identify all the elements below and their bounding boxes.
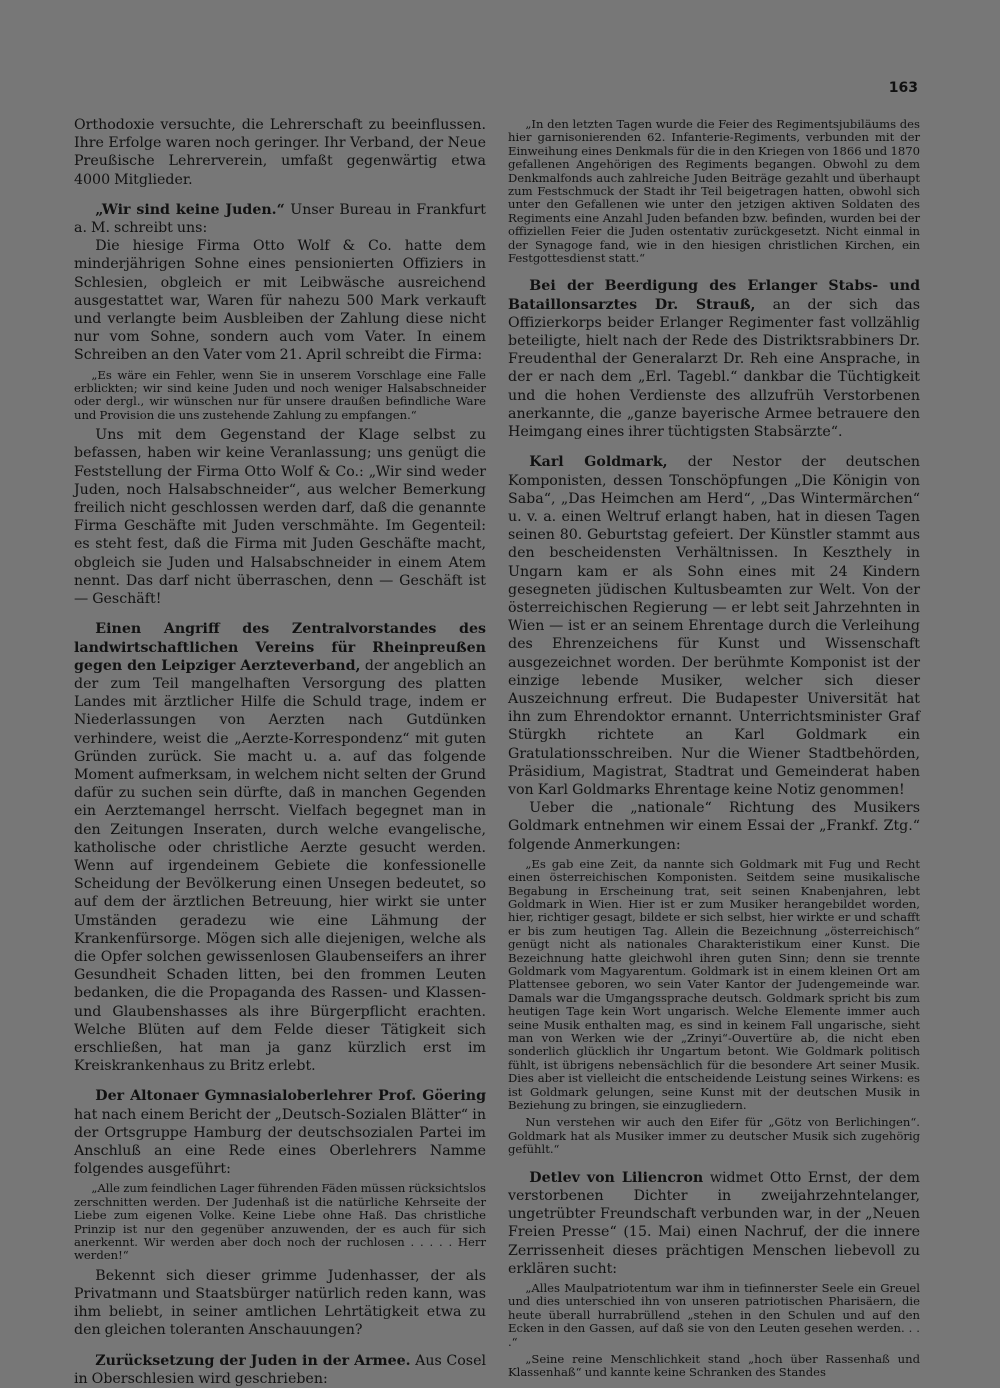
paragraph-nationale-richtung: Ueber die „nationale“ Richtung des Musikers Goldmark entnehmen wir einem Essai der „Frankf. Ztg.“ folgende Anmerkungen:: [508, 800, 920, 853]
paragraph-text: Aus Cosel in Oberschlesien wird geschrieben:: [74, 1352, 487, 1387]
quote-maulpatriotentum: „Alles Maulpatriotentum war ihm in tiefinnerster Seele ein Greuel und dies unterschied ihn von unseren patriotischen Pharisäern, die heute überall hurrabrüllend „stehen in den Schulen und auf den Ecken in den Gassen, auf daß sie von den Leuten gesehen werden. . . .“: [508, 1280, 920, 1349]
page-number: 163: [888, 80, 918, 96]
paragraph-keine-juden: [74, 201, 486, 237]
paragraph-strauss: [508, 277, 920, 441]
paragraph-text: hat nach einem Bericht der „Deutsch-Sozialen Blätter“ in der Ortsgruppe Hamburg der deutschsozialen Partei im Anschluß an eine Rede eines Oberlehrers Namme folgendes ausgeführt:: [74, 1106, 486, 1178]
paragraph-text: an der sich das Offizierkorps beider Erlanger Regimenter fast vollzählig beteiligte, hielt nach der Rede des Distriktsrabbiners Dr. Freudenthal der Generalarzt Dr. Reh eine Ansprache, in der er nach dem „Erl. Tagebl.“ dankbar die Tüchtigkeit und die hohen Verdienste des allzufrüh Verstorbenen anerkannte, die „ganze bayerische Armee betrauere den Heimgang eines ihrer tüchtigsten Stabsärzte“.: [508, 296, 921, 441]
paragraph-goering: [74, 1087, 486, 1178]
paragraph-text: der angeblich an der zum Teil mangelhaften Versorgung des platten Landes mit ärztlicher Hilfe die Schuld trage, indem er Niederlassungen von Aerzten nach Gutdünken verhindere, weist die „Aerzte-Korrespondenz“ mit guten Gründen zurück. Sie macht u. a. auf das folgende Moment aufmerksam, in welchem nicht selten der Grund dafür zu suchen sein dürfte, daß in manchen Gegenden ein Aerztemangel herrscht. Vielfach begegnet man in den Zeitungen Inseraten, durch welche evangelische, katholische oder christliche Aerzte gesucht werden. Wenn auf irgendeinem Gebiete die konfessionelle Scheidung der Bevölkerung einen Unsegen bedeutet, so auf dem der ärztlichen Betreuung, hier wirkt sie unter Umständen geradezu wie eine Lähmung der Krankenfürsorge. Mögen sich alle diejenigen, welche als die Opfer solchen gewissenlosen Glaubenseifers an ihrer Gesundheit Schaden litten, bei den frommen Leuten bedanken, die die Propaganda des Rassen- und Klassen- und Glaubenshasses als ihre Bürgerpflicht erachten. Welche Blüten auf dem Felde dieser Tätigkeit sich erschließen, hat man ja ganz kürzlich erst im Kreiskrankenhaus zu Britz erlebt.: [74, 657, 486, 1075]
right-column: [508, 118, 920, 1384]
paragraph-judenhasser: Bekennt sich dieser grimme Judenhasser, der als Privatmann und Staatsbürger natürlich reden kann, was ihm beliebt, in seiner amtlichen Lehrtätigkeit etwa zu den gleichen toleranten Anschauungen?: [74, 1267, 486, 1339]
paragraph-text: der Nestor der deutschen Komponisten, dessen Tonschöpfungen „Die Königin von Saba“, „Das Heimchen am Herd“, „Das Wintermärchen“ u. v. a. einen Weltruf erlangt haben, hat in diesen Tagen seinen 80. Geburtstag gefeiert. Der Künstler stammt aus den bescheidensten Verhältnissen. In Keszthely in Ungarn kam er als Sohn eines mit 24 Kindern gesegneten jüdischen Kultusbeamten zur Welt. Von der österreichischen Regierung — er lebt seit Jahrzehnten in Wien — ist er an seinem Ehrentage durch die Verleihung des Ehrenzeichens für Kunst und Wissenschaft ausgezeichnet worden. Der berühmte Komponist ist der einzige lebende Musiker, welcher sich dieser Auszeichnung erfreut. Die Budapester Universität hat ihn zum Ehrendoktor ernannt. Unterrichtsminister Graf Stürgkh richtete an Karl Goldmark ein Gratulationsschreiben. Nur die Wiener Stadtbehörden, Präsidium, Magistrat, Stadtrat und Gemeinderat haben von Karl Goldmarks Ehrentage keine Notiz genommen!: [508, 454, 920, 798]
paragraph-orthodoxie: Orthodoxie versuchte, die Lehrerschaft zu beeinflussen. Ihre Erfolge waren noch geringer. Ihr Verband, der Neue Preußische Lehrerverein, umfaßt gegenwärtig etwa 4000 Mitglieder.: [74, 117, 486, 188]
paragraph-geschaeft: Uns mit dem Gegenstand der Klage selbst zu befassen, haben wir keine Veranlassung; uns genügt die Feststellung der Firma Otto Wolf & Co.: „Wir sind weder Juden, noch Halsabschneider“, aus welcher Bemerkung freilich nicht geschlossen werden darf, daß die genannte Firma Geschäfte mit Juden verschmähte. Im Gegenteil: es steht fest, daß die Firma mit Juden Geschäfte macht, obgleich sie Juden und Halsabschneider in einem Atem nennt. Das darf nicht überraschen, denn — Geschäft ist — Geschäft!: [74, 427, 486, 608]
paragraph-text: widmet Otto Ernst, der dem verstorbenen Dichter in zweijahrzehntelanger, ungetrübter Freundschaft verbunden war, in der „Neuen Freien Presse“ (15. Mai) einen Nachruf, der die innere Zerrissenheit dieses prächtigen Menschen liebevoll zu erklären sucht:: [508, 1169, 920, 1277]
quote-menschlichkeit: „Seine reine Menschlichkeit stand „hoch über Rassenhaß und Klassenhaß“ und kannte keine Schranken des Standes: [508, 1351, 920, 1380]
heading-liliencron: Detlev von Liliencron: [529, 1169, 704, 1186]
quote-goering: „Alle zum feindlichen Lager führenden Fäden müssen rücksichtslos zerschnitten werden. Der Judenhaß ist die natürliche Kehrseite der Liebe zum eigenen Volke. Keine Liebe ohne Haß. Das christliche Prinzip ist nur den gegenüber anzuwenden, der es auch für sich anerkennt. Wir werden aber doch noch der ruchlosen . . . . . Herr werden!“: [74, 1181, 486, 1263]
quote-cosel: „In den letzten Tagen wurde die Feier des Regimentsjubiläums des hier garnisonierenden 62. Infanterie-Regiments, verbunden mit der Einweihung eines Denkmals für die in den Kriegen von 1866 und 1870 gefallenen Angehörigen des Regiments begangen. Obwohl zu dem Denkmalfonds auch zahlreiche Juden Beiträge gezahlt und überhaupt zum Festschmuck der Stadt ihr Teil beigetragen hatten, obwohl sich unter den Gefallenen wie unter den jetzigen aktiven Soldaten des Regiments eine Anzahl Juden befanden bzw. befinden, wurden bei der offiziellen Feier die Juden ostentativ zurückgesetzt. Nicht einmal in der Synagoge fand, wie in den hiesigen christlichen Kirchen, ein Festgottesdienst statt.“: [508, 117, 920, 266]
paragraph-aerzteverband: [74, 620, 486, 1075]
heading-aerzteverband: Einen Angriff des Zentralvorstandes des landwirtschaftlichen Vereins für Rheinpreußen gegen den Leipziger Aerzteverband,: [74, 621, 486, 674]
quote-frankf-ztg: „Es gab eine Zeit, da nannte sich Goldmark mit Fug und Recht einen österreichischen Komponisten. Seitdem seine musikalische Begabung in Erscheinung trat, seit seinen Knabenjahren, lebt Goldmark in Wien. Hier ist er zum Musiker herangebildet worden, hier, richtiger gesagt, bildete er sich selbst, hier wirkte er und schafft er bis zum heutigen Tag. Allein die Bezeichnung „österreichisch“ genügt nicht als nationales Charakteristikum einer Kunst. Die Bezeichnung hatte gleichwohl ihren guten Sinn; denn sie trennte Goldmark vom Magyarentum. Goldmark ist in einem kleinen Ort am Plattensee geboren, wo sein Vater Kantor der Judengemeinde war. Damals war die Umgangssprache deutsch. Goldmark spricht bis zum heutigen Tage kein Wort ungarisch. Welche Elemente immer auch seine Musik enthalten mag, es sind in keinem Fall ungarische, sieht man von Werken wie der „Zrinyi“-Ouvertüre ab, die nicht eben sonderlich glücklich ihr Ungartum betont. Wie Goldmark politisch fühlt, ist übrigens nebensächlich für die besondere Art seiner Musik. Dies aber ist vielleicht die entscheidende Leistung seines Wirkens: es ist Goldmark gelungen, seine Kunst mit der deutschen Musik in Beziehung zu bringen, sie einzugliedern.: [508, 856, 920, 1113]
heading-strauss: Bei der Beerdigung des Erlanger Stabs- und Bataillonsarztes Dr. Strauß,: [508, 278, 920, 313]
paragraph-armee: [74, 1352, 486, 1388]
heading-goering: Der Altonaer Gymnasialoberlehrer Prof. Göering: [95, 1088, 486, 1105]
left-column: [74, 116, 486, 1388]
paragraph-liliencron: [508, 1169, 920, 1278]
heading-goldmark: Karl Goldmark,: [529, 454, 668, 471]
paragraph-goldmark: [508, 453, 920, 799]
heading-keine-juden: „Wir sind keine Juden.“: [95, 201, 285, 218]
quote-firma-letter: „Es wäre ein Fehler, wenn Sie in unserem Vorschlage eine Falle erblickten; wir sind keine Juden und noch weniger Halsabschneider oder dergl., wir wünschen nur für unsere draußen befindliche Ware und Provision die uns zustehende Zahlung zu empfangen.“: [74, 367, 486, 422]
paragraph-firma-wolf: Die hiesige Firma Otto Wolf & Co. hatte dem minderjährigen Sohne eines pensionierten Offiziers in Schlesien, obgleich er mit Leibwäsche ausreichend ausgestattet war, Waren für nahezu 500 Mark verkauft und verlangte beim Ausbleiben der Zahlung diese nicht nur vom Sohne, sondern auch vom Vater. In einem Schreiben an den Vater vom 21. April schreibt die Firma:: [74, 238, 486, 364]
quote-goetz: Nun verstehen wir auch den Eifer für „Götz von Berlichingen“. Goldmark hat als Musiker immer zu deutscher Musik sich zugehörig gefühlt.“: [508, 1115, 920, 1157]
paragraph-text: Unser Bureau in Frankfurt a. M. schreibt uns:: [74, 201, 487, 237]
heading-armee: Zurücksetzung der Juden in der Armee.: [95, 1352, 411, 1369]
